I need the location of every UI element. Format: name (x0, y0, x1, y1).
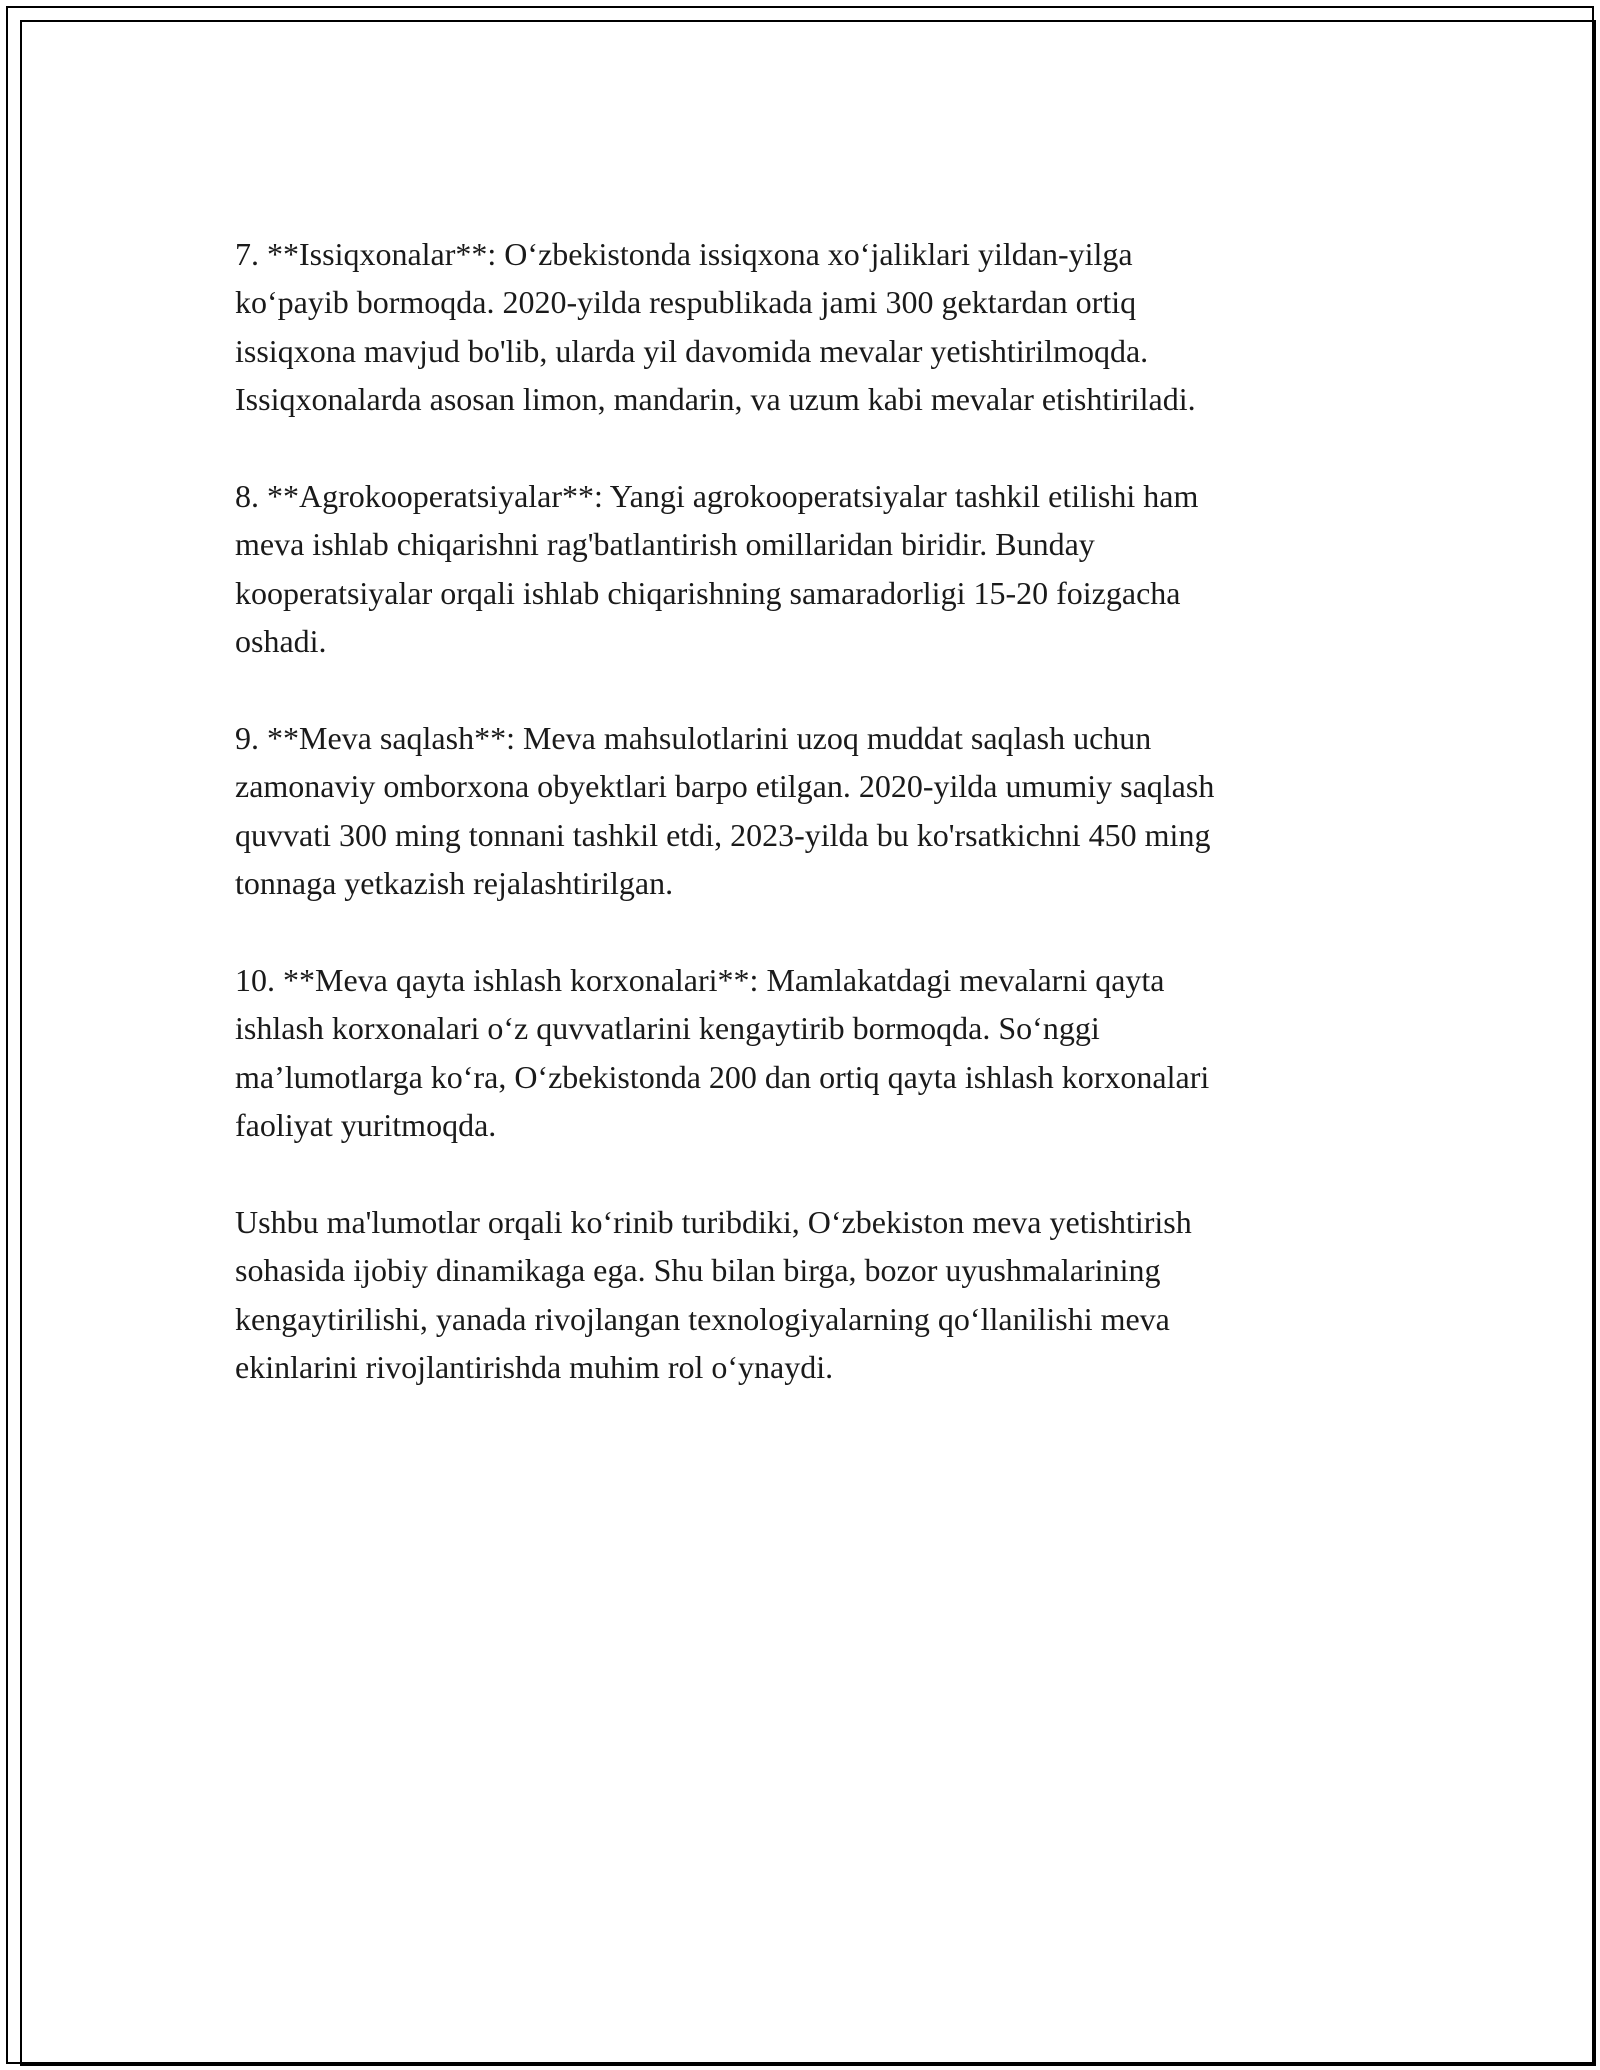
paragraph-issiqxonalar: 7. **Issiqxonalar**: O‘zbekistonda issiqxona xo‘jaliklari yildan-yilga ko‘payib bormoqda. 2020-yilda respublikada jami 300 gektardan ortiq issiqxona mavjud bo'lib, ularda yil davomida mevalar yetishtirilmoqda. Issiqxonalarda asosan limon, mandarin, va uzum kabi mevalar etishtiriladi. (235, 236, 1196, 418)
paragraph-meva-saqlash: 9. **Meva saqlash**: Meva mahsulotlarini uzoq muddat saqlash uchun zamonaviy omborxona obyektlari barpo etilgan. 2020-yilda umumiy saqlash quvvati 300 ming tonnani tashkil etdi, 2023-yilda bu ko'rsatkichni 450 ming tonnaga yetkazish rejalashtirilgan. (235, 720, 1215, 902)
paragraph-agrokooperatsiyalar: 8. **Agrokooperatsiyalar**: Yangi agrokooperatsiyalar tashkil etilishi ham meva ishlab chiqarishni rag'batlantirish omillaridan biridir. Bunday kooperatsiyalar orqali ishlab chiqarishning samaradorligi 15-20 foizgacha oshadi. (235, 478, 1199, 660)
document-body (235, 230, 1395, 1440)
paragraph-conclusion: Ushbu ma'lumotlar orqali ko‘rinib turibdiki, O‘zbekiston meva yetishtirish sohasida ijobiy dinamikaga ega. Shu bilan birga, bozor uyushmalarining kengaytirilishi, yanada rivojlangan texnologiyalarning qo‘llanilishi meva ekinlarini rivojlantirishda muhim rol o‘ynaydi. (235, 1204, 1192, 1386)
paragraph-qayta-ishlash: 10. **Meva qayta ishlash korxonalari**: Mamlakatdagi mevalarni qayta ishlash korxonalari o‘z quvvatlarini kengaytirib bormoqda. So‘nggi ma’lumotlarga ko‘ra, O‘zbekistonda 200 dan ortiq qayta ishlash korxonalari faoliyat yuritmoqda. (235, 962, 1210, 1144)
